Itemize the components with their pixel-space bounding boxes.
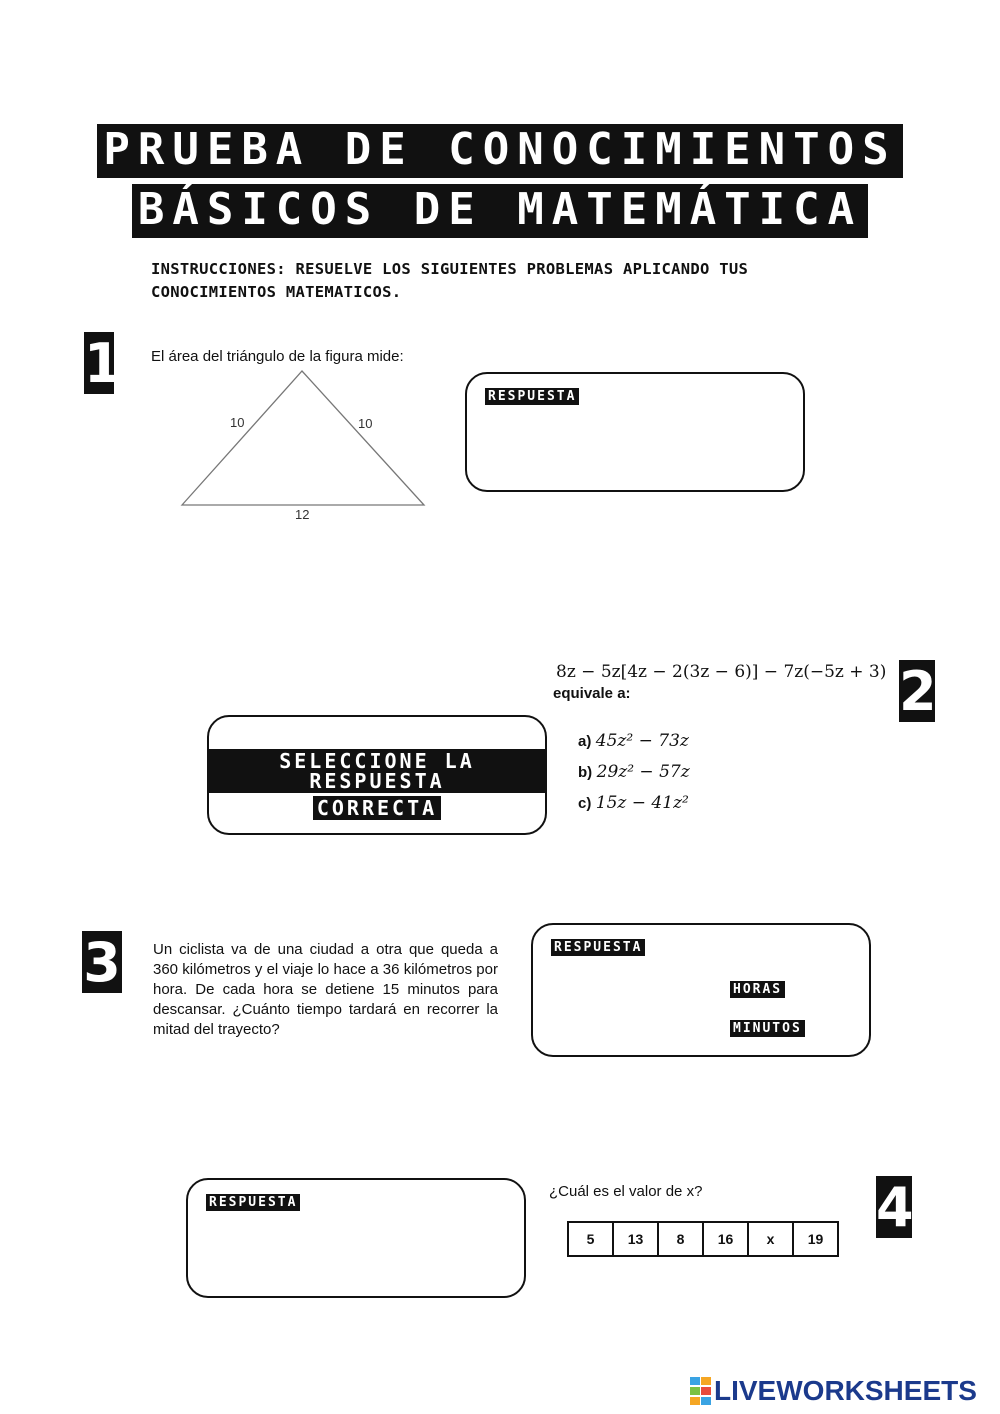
q2-option-a-expr: 45z² − 73z bbox=[595, 731, 689, 751]
q1-prompt: El área del triángulo de la figura mide: bbox=[151, 348, 404, 365]
q2-select-line-1: SELECCIONE LA RESPUESTA bbox=[209, 749, 545, 793]
q1-answer-box[interactable] bbox=[465, 372, 805, 492]
q2-prompt: equivale a: bbox=[553, 685, 631, 702]
q2-option-a[interactable] bbox=[578, 731, 690, 762]
q2-option-b-letter: b) bbox=[578, 764, 593, 781]
q1-answer-label: RESPUESTA bbox=[485, 388, 579, 405]
question-number-3: 3 bbox=[83, 931, 121, 994]
q2-options bbox=[578, 731, 690, 824]
q2-option-c[interactable] bbox=[578, 793, 690, 824]
q4-answer-label: RESPUESTA bbox=[206, 1194, 300, 1211]
q2-select-box[interactable] bbox=[207, 715, 547, 835]
triangle-side-left-label: 10 bbox=[230, 415, 245, 430]
title-line-1: PRUEBA DE CONOCIMIENTOS bbox=[97, 124, 902, 178]
q2-option-a-letter: a) bbox=[578, 733, 592, 750]
triangle-base-label: 12 bbox=[295, 507, 310, 522]
q3-answer-box[interactable] bbox=[531, 923, 871, 1057]
liveworksheets-logo bbox=[690, 1374, 977, 1408]
q2-option-b[interactable] bbox=[578, 762, 690, 793]
question-number-4: 4 bbox=[876, 1176, 914, 1239]
q3-minutes-label: MINUTOS bbox=[730, 1020, 805, 1037]
sequence-cell: 13 bbox=[613, 1222, 658, 1256]
q2-option-c-expr: 15z − 41z² bbox=[595, 793, 689, 813]
sequence-cell-unknown: x bbox=[748, 1222, 793, 1256]
q2-expression: 8z − 5z[4z − 2(3z − 6)] − 7z(−5z + 3) bbox=[556, 662, 887, 682]
liveworksheets-logo-icon bbox=[690, 1377, 712, 1405]
q4-sequence-row bbox=[568, 1222, 838, 1256]
triangle-figure bbox=[176, 365, 431, 530]
q2-option-b-expr: 29z² − 57z bbox=[596, 762, 690, 782]
triangle-side-right-label: 10 bbox=[358, 416, 373, 431]
sequence-cell: 8 bbox=[658, 1222, 703, 1256]
q3-text: Un ciclista va de una ciudad a otra que queda a 360 kilómetros y el viaje lo hace a 36 kilómetros por hora. De cada hora se detiene 15 minutos para descansar. ¿Cuánto tiempo tardará en recorrer la mitad del trayecto? bbox=[153, 941, 498, 1038]
instructions-line-2: CONOCIMIENTOS MATEMATICOS. bbox=[151, 283, 402, 301]
liveworksheets-logo-text: LIVEWORKSHEETS bbox=[714, 1375, 977, 1406]
q2-select-line-2: CORRECTA bbox=[313, 796, 441, 820]
q2-option-c-letter: c) bbox=[578, 795, 592, 812]
q4-sequence-table bbox=[567, 1221, 839, 1257]
triangle-shape bbox=[182, 371, 424, 505]
sequence-cell: 19 bbox=[793, 1222, 838, 1256]
instructions-line-1: INSTRUCCIONES: RESUELVE LOS SIGUIENTES PROBLEMAS APLICANDO TUS bbox=[151, 260, 749, 278]
question-number-2: 2 bbox=[899, 660, 937, 723]
instructions bbox=[151, 258, 871, 304]
title-line-2: BÁSICOS DE MATEMÁTICA bbox=[132, 184, 868, 238]
q2-select-label bbox=[209, 749, 545, 820]
q4-answer-box[interactable] bbox=[186, 1178, 526, 1298]
sequence-cell: 5 bbox=[568, 1222, 613, 1256]
q4-prompt: ¿Cuál es el valor de x? bbox=[549, 1183, 703, 1200]
q3-answer-label: RESPUESTA bbox=[551, 939, 645, 956]
sequence-cell: 16 bbox=[703, 1222, 748, 1256]
title-block bbox=[0, 124, 1000, 238]
q3-hours-label: HORAS bbox=[730, 981, 785, 998]
question-number-1: 1 bbox=[84, 332, 122, 395]
